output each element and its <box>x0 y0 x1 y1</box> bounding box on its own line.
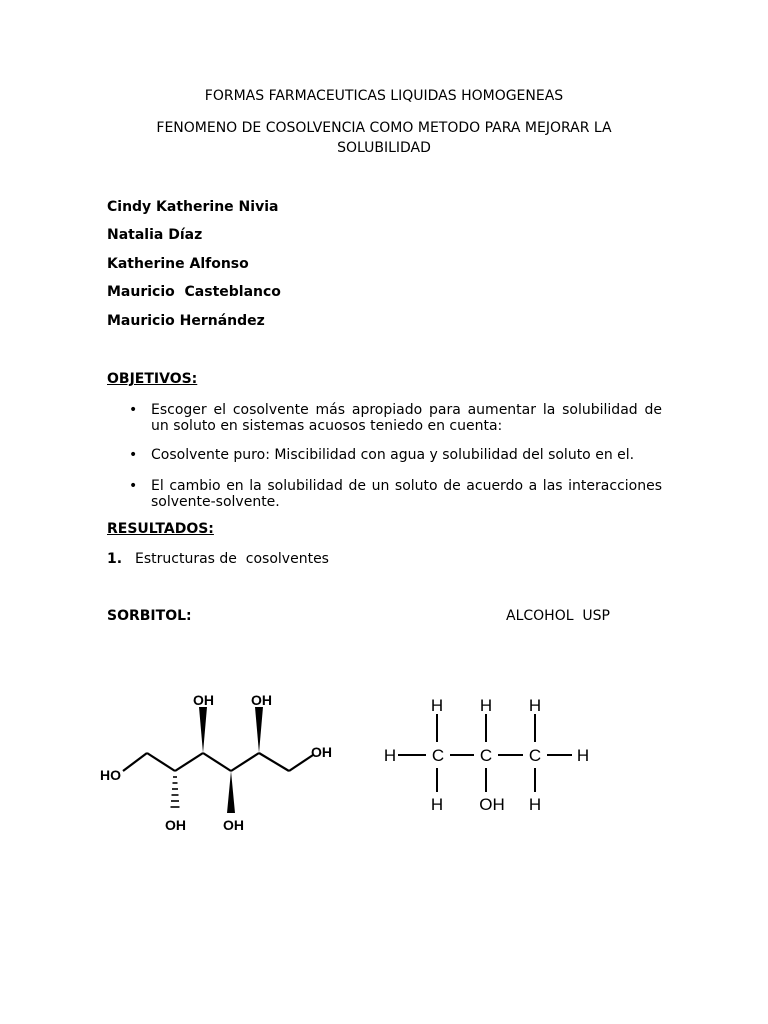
author-name: Cindy Katherine Nivia <box>107 199 279 215</box>
alcohol-label: ALCOHOL USP <box>506 608 610 624</box>
wedge-bond <box>227 771 235 813</box>
author-name: Mauricio Casteblanco <box>107 284 281 300</box>
hydroxyl-group: OH <box>479 795 505 814</box>
hydrogen-atom: H <box>430 696 444 715</box>
hydroxyl-label: OH <box>165 817 186 833</box>
sorbitol-label: SORBITOL: <box>107 608 192 624</box>
alcohol-structure <box>375 690 605 820</box>
hydroxyl-label: HO <box>100 767 121 783</box>
bullet-icon: • <box>129 402 138 418</box>
author-name: Natalia Díaz <box>107 227 203 243</box>
results-heading: RESULTADOS: <box>107 521 214 537</box>
hydrogen-atom: H <box>528 795 542 814</box>
sorbitol-bonds <box>123 707 313 771</box>
wedge-bond <box>199 707 207 753</box>
sorbitol-structure <box>95 685 345 840</box>
hydrogen-atom: H <box>528 696 542 715</box>
results-item-text: Estructuras de cosolventes <box>135 551 329 567</box>
hydrogen-atom: H <box>383 746 397 765</box>
bullet-icon: • <box>129 478 138 494</box>
wedge-bond <box>255 707 263 753</box>
author-name: Katherine Alfonso <box>107 256 249 272</box>
objective-item: Escoger el cosolvente más apropiado para aumentar la solubilidad de un soluto en sistemas acuosos teniedo en cuenta: <box>151 402 662 434</box>
objective-item: El cambio en la solubilidad de un soluto de acuerdo a las interacciones solvente-solvente. <box>151 478 662 510</box>
hydroxyl-label: OH <box>311 744 332 760</box>
carbon-atom: C <box>431 746 445 765</box>
hydroxyl-label: OH <box>193 692 214 708</box>
objectives-heading: OBJETIVOS: <box>107 371 198 387</box>
document-subtitle: FENOMENO DE COSOLVENCIA COMO METODO PARA MEJORAR LA SOLUBILIDAD <box>156 120 612 156</box>
hydrogen-atom: H <box>479 696 493 715</box>
hydroxyl-label: OH <box>251 692 272 708</box>
hashed-bond <box>171 777 180 807</box>
hydrogen-atom: H <box>576 746 590 765</box>
carbon-atom: C <box>528 746 542 765</box>
hydroxyl-label: OH <box>223 817 244 833</box>
author-name: Mauricio Hernández <box>107 313 265 329</box>
bullet-icon: • <box>129 447 138 463</box>
document-title: FORMAS FARMACEUTICAS LIQUIDAS HOMOGENEAS <box>204 88 564 104</box>
carbon-atom: C <box>479 746 493 765</box>
hydrogen-atom: H <box>430 795 444 814</box>
objective-item: Cosolvente puro: Miscibilidad con agua y solubilidad del soluto en el. <box>151 447 635 463</box>
results-item-number: 1. <box>107 551 123 567</box>
